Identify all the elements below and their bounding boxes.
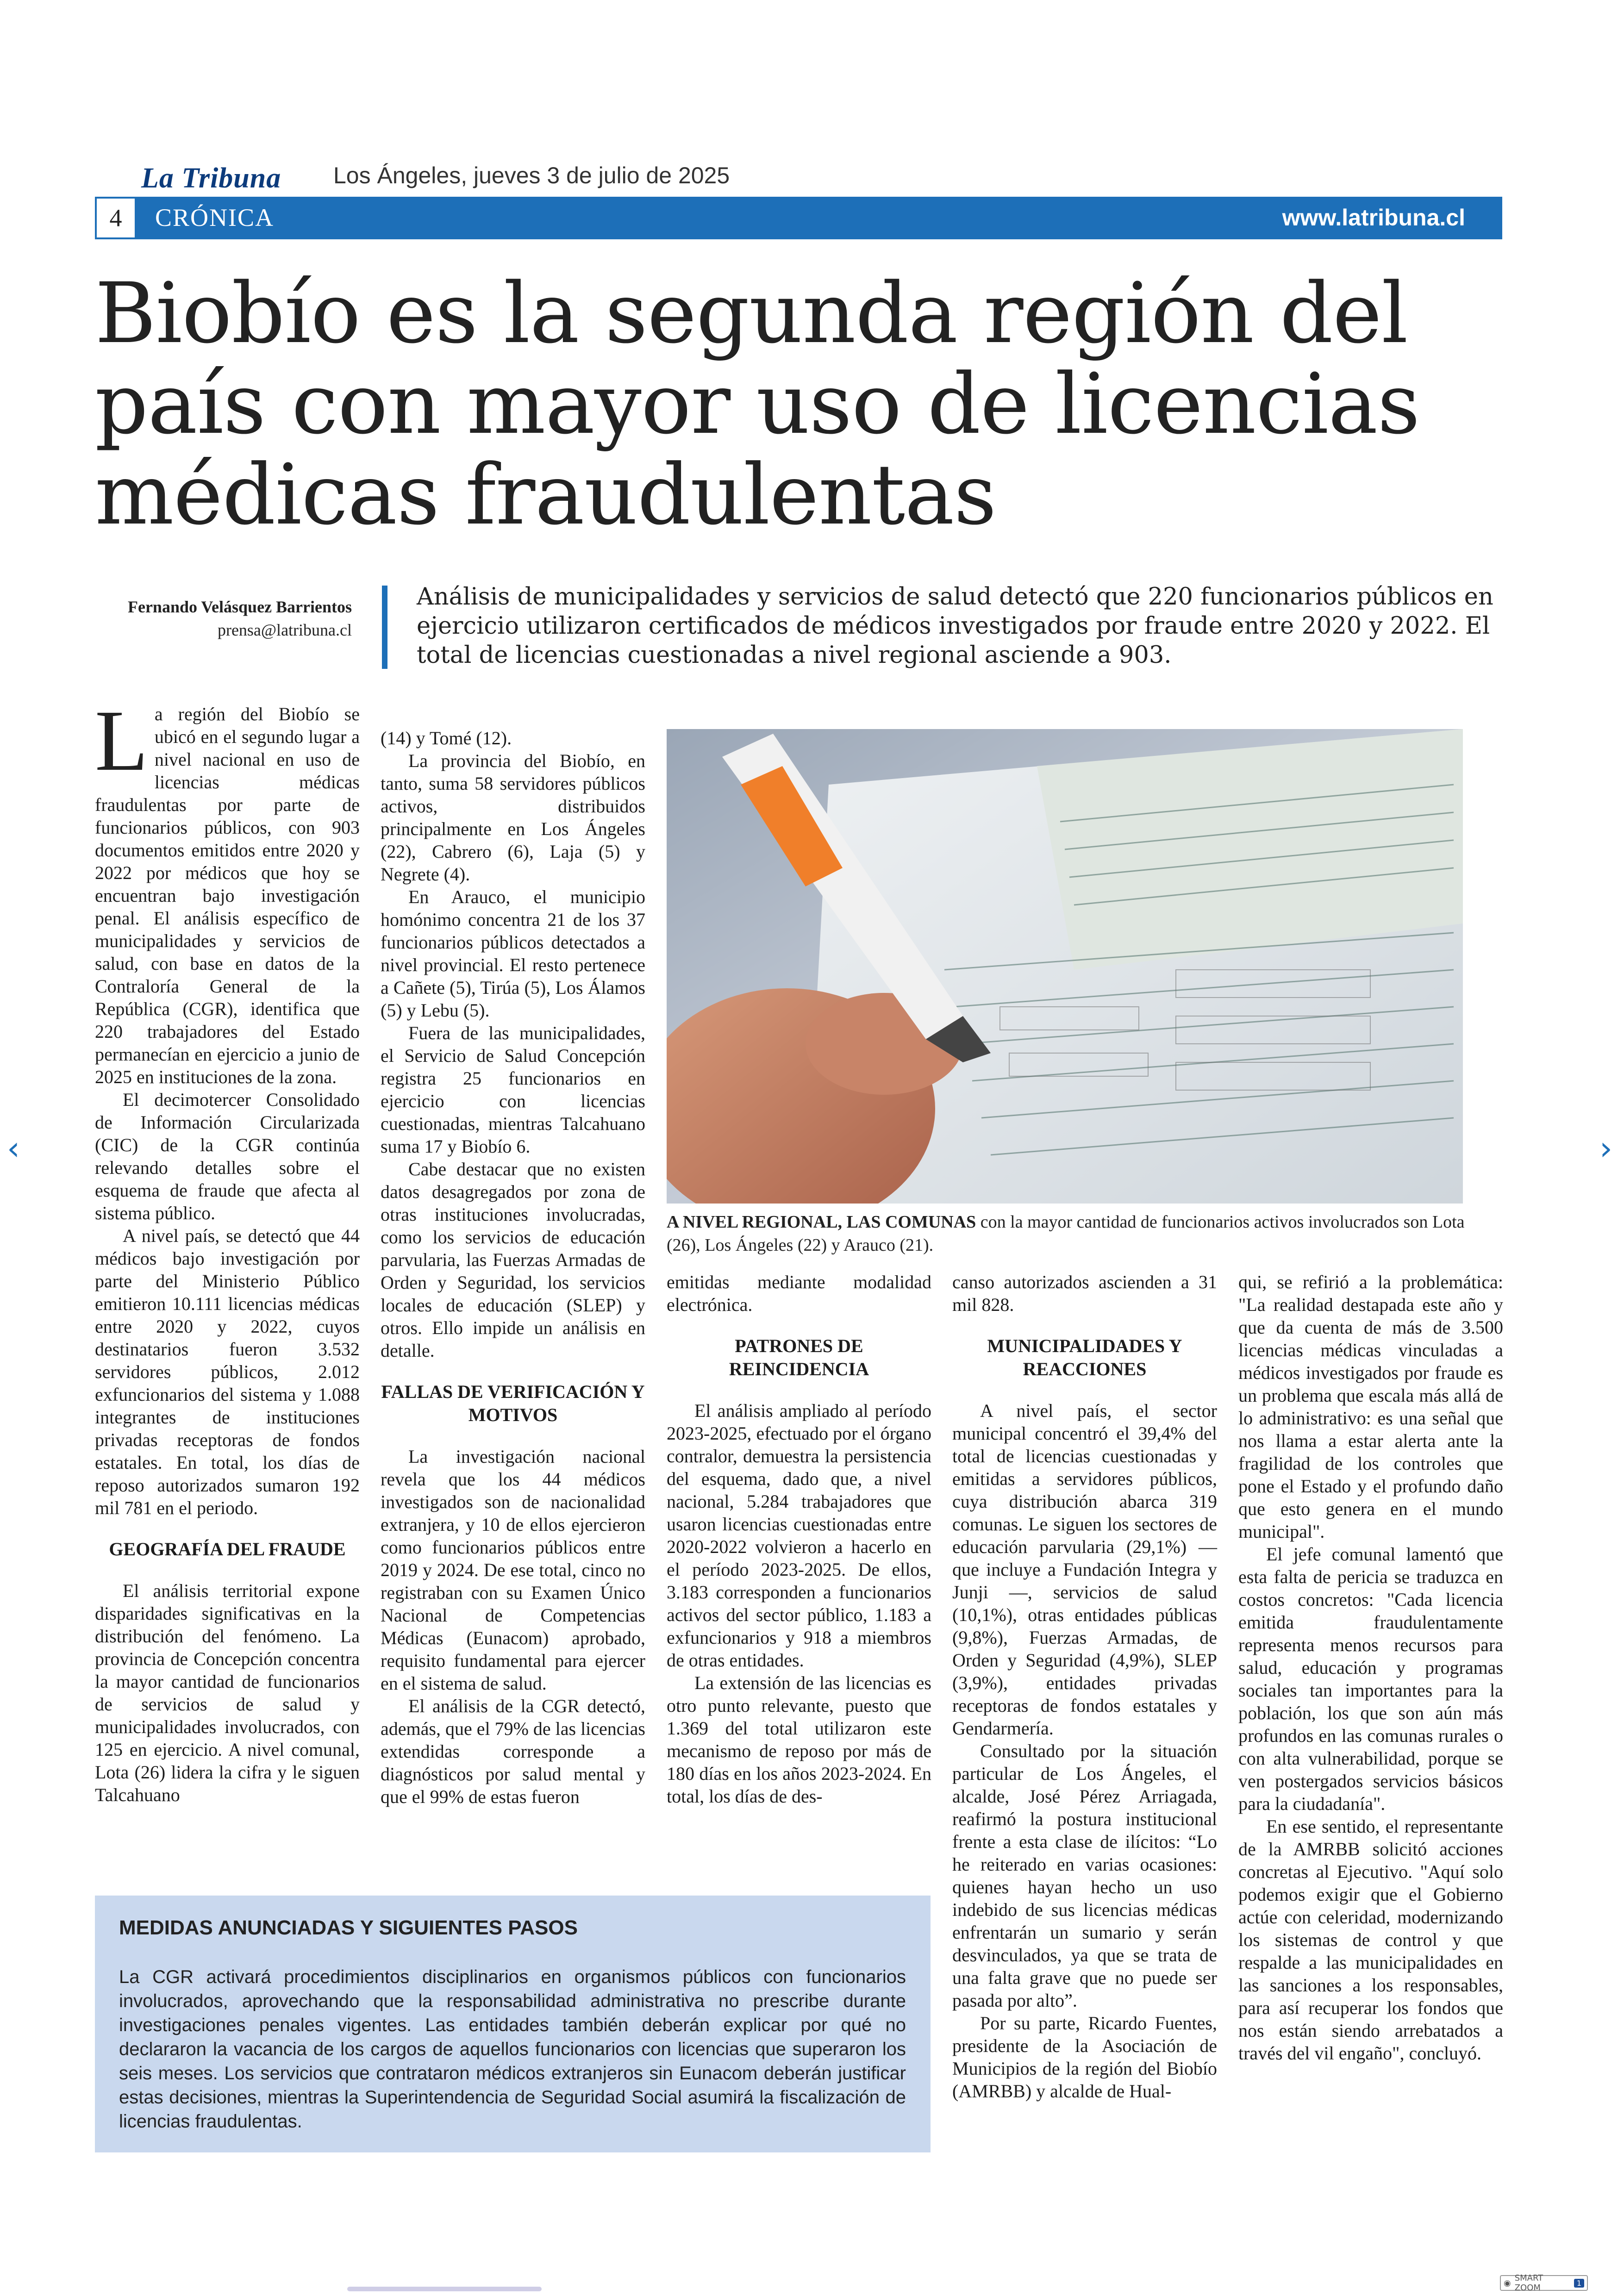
paragraph: El análisis territorial expone disparidades significativas en la distribución del fenómeno. La provincia de Concepción concentra la mayor cantidad de funcionarios de servicios de salud y municipalidades involucrados, con 125 en ejercicio. A nivel comunal, Lota (26) lidera la cifra y le siguen Talcahuano xyxy=(95,1580,360,1805)
box-title: MEDIDAS ANUNCIADAS Y SIGUIENTES PASOS xyxy=(119,1916,578,1939)
paragraph: Fuera de las municipalidades, el Servicio de Salud Concepción registra 25 funcionarios en ejercicio con licencias cuestionadas, mientras Talcahuano suma 17 y Biobío 6. xyxy=(381,1023,645,1157)
smart-zoom-button[interactable] xyxy=(1500,2275,1588,2291)
box-text: La CGR activará procedimientos disciplinarios en organismos públicos con funcionarios involucrados, aprovechando que la responsabilidad administrativa no prescribe durante investigaciones penales vigentes. Las entidades también deberán explicar por qué no declararon la vacancia de los cargos de aquellos funcionarios con licencias que superaron los seis meses. Los servicios que contrataron médicos extranjeros sin Eunacom deberán justificar estas decisiones, mientras la Superintendencia de Seguridad Social asumirá la fiscalización de licencias fraudulentas. xyxy=(119,1967,906,2132)
page-number: 4 xyxy=(95,197,137,239)
photo-caption xyxy=(667,1210,1500,1257)
paragraph: La extensión de las licencias es otro punto relevante, puesto que 1.369 del total utilizaron este mecanismo de reposo por más de 180 días en los años 2023-2024. En total, los días de des- xyxy=(667,1672,931,1807)
paragraph: El análisis ampliado al período 2023-2025, efectuado por el órgano contralor, demuestra la persistencia del esquema, dado que, a nivel nacional, 5.284 trabajadores que usaron licencias cuestionadas entre 2020-2022 volvieron a hacerlo en el período 2023-2025. De ellos, 3.183 corresponden a funcionarios activos del sector público, 1.183 a exfuncionarios y 918 a miembros de otras entidades. xyxy=(667,1400,931,1671)
prev-page-icon[interactable]: ‹ xyxy=(7,1129,20,1167)
author-name: Fernando Velásquez Barrientos xyxy=(127,598,352,616)
section-name: CRÓNICA xyxy=(155,204,275,231)
column-5 xyxy=(1238,1271,1503,2064)
lead-accent-bar xyxy=(382,586,387,669)
author-email: prensa@latribuna.cl xyxy=(217,621,352,639)
paragraph: En Arauco, el municipio homónimo concentra 21 de los 37 funcionarios públicos detectados a nivel provincial. El resto pertenece a Cañete (5), Tirúa (5), Los Álamos (5) y Lebu (5). xyxy=(381,886,645,1021)
section-bar xyxy=(95,197,1502,239)
horizontal-scrollbar[interactable] xyxy=(347,2287,542,2291)
paragraph: Consultado por la situación particular de Los Ángeles, el alcalde, José Pérez Arriagada, reafirmó la postura institucional frente a esta clase de ilícitos: “Lo he reiterado en varias ocasiones: quienes hayan hecho un uso indebido de sus licencias médicas enfrentarán un sumario y serán desvinculados, ya que se trata de una falta grave que no puede ser pasada por alto”. xyxy=(952,1740,1217,2011)
paragraph: A nivel país, el sector municipal concentró el 39,4% del total de licencias cuestionadas y emitidas a servidores públicos, cuya distribución abarca 319 comunas. Le siguen los sectores de educación parvularia (29,1%) —que incluye a Fundación Integra y Junji —, servicios de salud (10,1%), otras entidades públicas (9,8%), Fuerzas Armadas, de Orden y Seguridad (4,9%), SLEP (3,9%), entidades privadas receptoras de fondos estatales y Gendarmería. xyxy=(952,1400,1217,1739)
sidebar-box xyxy=(95,1896,931,2152)
smart-zoom-label: SMART ZOOM xyxy=(1514,2273,1543,2293)
byline xyxy=(93,597,352,640)
column-3 xyxy=(667,1271,931,1808)
column-4 xyxy=(952,1271,1217,2102)
subhead: FALLAS DE VERIFICACIÓN Y MOTIVOS xyxy=(381,1381,645,1425)
subhead: PATRONES DE REINCIDENCIA xyxy=(729,1335,869,1379)
paragraph: emitidas mediante modalidad electrónica. xyxy=(667,1272,931,1315)
site-url[interactable]: www.latribuna.cl xyxy=(1282,205,1465,231)
paragraph: La investigación nacional revela que los 44 médicos investigados son de nacionalidad extranjera, y 10 de ellos ejercieron como funcionarios públicos entre 2019 y 2024. De ese total, cinco no registraban con su Examen Único Nacional de Competencias Médicas (Eunacom) aprobado, requisito fundamental para ejercer en el sistema de salud. xyxy=(381,1446,645,1694)
smart-zoom-badge: 1 xyxy=(1574,2279,1584,2288)
paragraph: Por su parte, Ricardo Fuentes, presidente de la Asociación de Municipios de la región del Biobío (AMRBB) y alcalde de Hual- xyxy=(952,2013,1217,2102)
paragraph: La provincia del Biobío, en tanto, suma 58 servidores públicos activos, distribuidos principalmente en Los Ángeles (22), Cabrero (6), Laja (5) y Negrete (4). xyxy=(381,750,645,885)
caption-text: con la mayor cantidad de funcionarios activos involucrados son Lota (26), Los Ángeles (22) y Arauco (21). xyxy=(667,1212,1465,1255)
dropcap: L xyxy=(95,692,148,789)
caption-lead: A NIVEL REGIONAL, LAS COMUNAS xyxy=(667,1212,976,1232)
dateline: Los Ángeles, jueves 3 de julio de 2025 xyxy=(333,162,730,188)
paragraph: Cabe destacar que no existen datos desagregados por zona de otras instituciones involucradas, como los servicios de educación parvularia, las Fuerzas Armadas de Orden y Seguridad, los servicios locales de educación (SLEP) y otros. Ello impide un análisis en detalle. xyxy=(381,1159,645,1361)
paragraph: qui, se refirió a la problemática: "La realidad destapada este año y que da cuenta de más de 3.500 licencias médicas vinculadas a médicos investigados por fraude es un problema que escala más allá de lo administrativo: es una señal que nos llama a estar alerta ante la fragilidad de los controles que pone el Estado y el profundo daño que esto genera en el mundo municipal". xyxy=(1238,1272,1503,1542)
subhead: GEOGRAFÍA DEL FRAUDE xyxy=(109,1539,346,1559)
paragraph: (14) y Tomé (12). xyxy=(381,728,512,748)
paragraph: canso autorizados ascienden a 31 mil 828. xyxy=(952,1272,1217,1315)
next-page-icon[interactable]: › xyxy=(1599,1129,1612,1167)
headline: Biobío es la segunda región del país con mayor uso de licencias médicas fraudulentas xyxy=(95,265,1420,543)
subhead: MUNICIPALIDADES Y REACCIONES xyxy=(987,1335,1182,1379)
article-photo xyxy=(667,729,1463,1204)
paragraph: El análisis de la CGR detectó, además, que el 79% de las licencias extendidas corresponde a diagnósticos por salud mental y que el 99% de estas fueron xyxy=(381,1696,645,1807)
paragraph: A nivel país, se detectó que 44 médicos bajo investigación por parte del Ministerio Público emitieron 10.111 licencias médicas entre 2020 y 2022, cuyos destinatarios fueron 3.532 servidores públicos, 2.012 exfuncionarios del sistema y 1.088 integrantes de instituciones privadas receptoras de fondos estatales. En total, los días de reposo autorizados sumaron 192 mil 781 en el periodo. xyxy=(95,1225,360,1518)
paragraph: En ese sentido, el representante de la AMRBB solicitó acciones concretas al Ejecutivo. "Aquí solo podemos exigir que el Gobierno actúe con celeridad, modernizando los sistemas de control y que respalde a las municipalidades en las sanciones a los responsables, para así recuperar los fondos que nos están siendo arrebatados a través del vil engaño", concluyó. xyxy=(1238,1816,1503,2064)
paragraph: El jefe comunal lamentó que esta falta de pericia se traduzca en costos concretos: "Cada licencia emitida fraudulentamente representa menos recursos para salud, educación y programas sociales tan importantes para la población, los que son aún más profundos en las comunas rurales o con alta vulnerabilidad, porque se ven postergados servicios básicos para la ciudadanía". xyxy=(1238,1544,1503,1814)
paragraph: La región del Biobío se ubicó en el segundo lugar a nivel nacional en uso de licencias médicas fraudulentas por parte de funcionarios públicos, con 903 documentos emitidos entre 2020 y 2022 por médicos que hoy se encuentran bajo investigación penal. El análisis específico de municipalidades y servicios de salud, con base en datos de la Contraloría General de la República (CGR), identifica que 220 trabajadores del Estado permanecían en ejercicio a junio de 2025 en instituciones de la zona. xyxy=(95,692,360,1087)
column-2 xyxy=(381,727,645,1808)
column-1 xyxy=(95,692,360,1806)
paragraph: El decimotercer Consolidado de Información Circularizada (CIC) de la CGR continúa relevando detalles sobre el esquema de fraude que afecta al sistema público. xyxy=(95,1089,360,1223)
lead-paragraph: Análisis de municipalidades y servicios de salud detectó que 220 funcionarios públicos en ejercicio utilizaron certificados de médicos investigados por fraude entre 2020 y 2022. El total de licencias cuestionadas a nivel regional asciende a 903. xyxy=(417,583,1493,669)
eye-icon: ◉ xyxy=(1504,2278,1511,2288)
newspaper-logo: La Tribuna xyxy=(141,162,281,194)
